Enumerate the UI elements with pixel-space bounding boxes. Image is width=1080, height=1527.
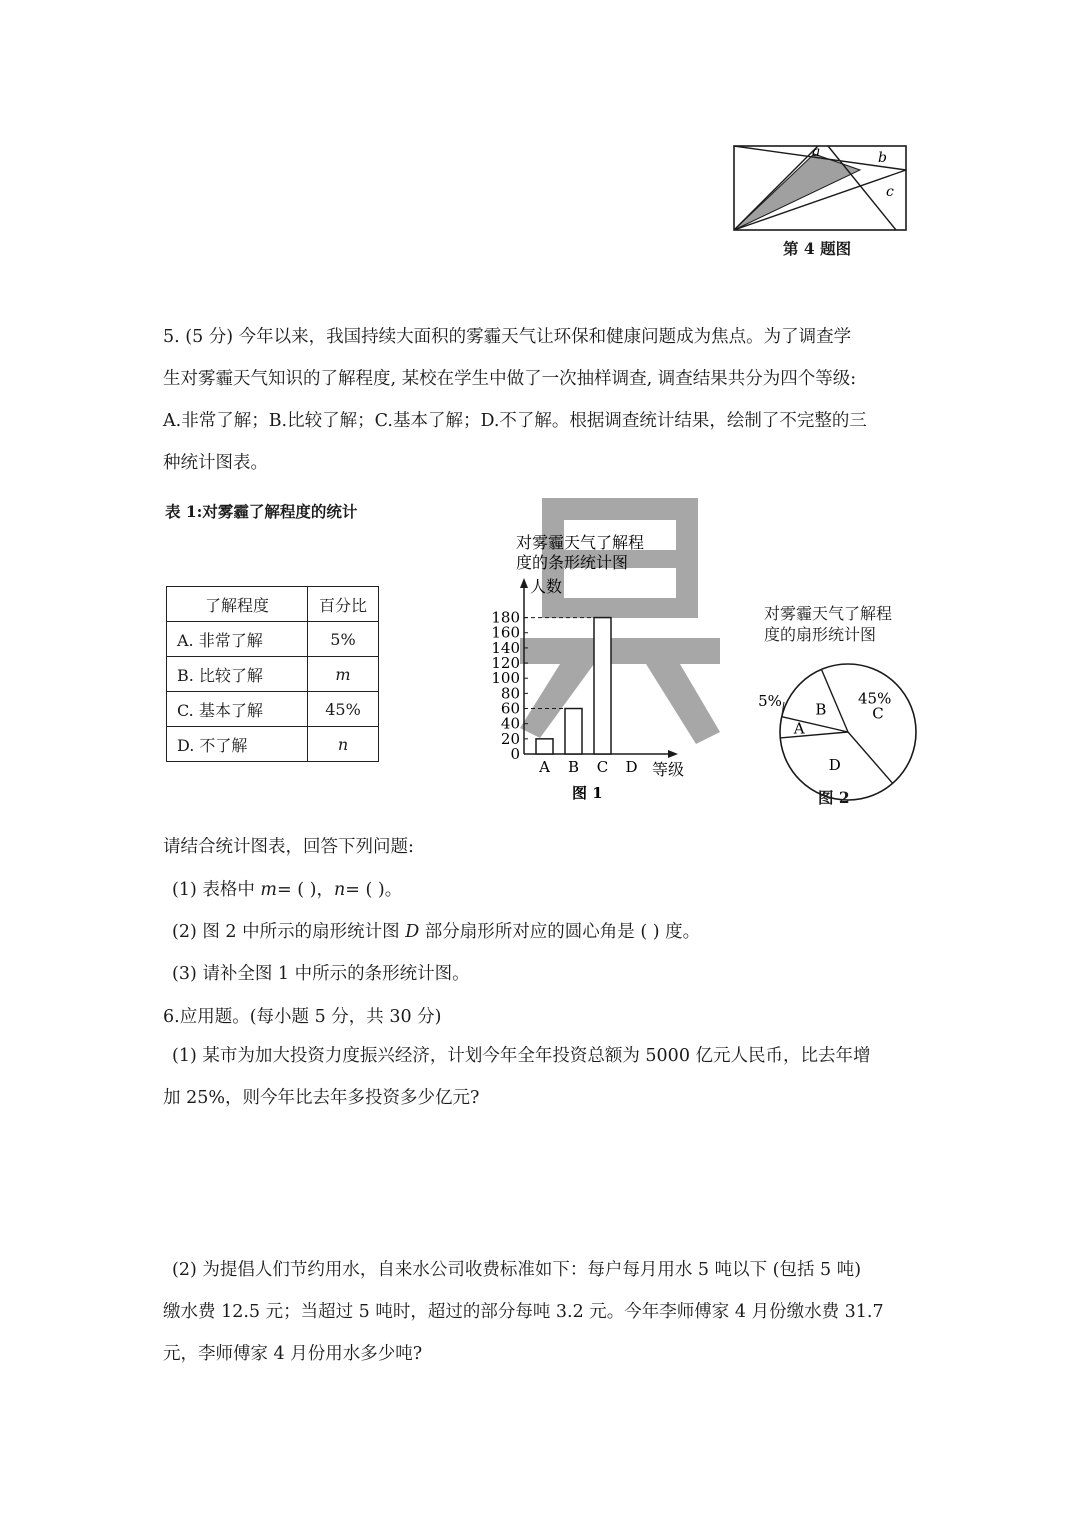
bar-chart-y-tick-label: 120 xyxy=(491,654,520,673)
pie-chart-title-line: 度的扇形统计图 xyxy=(764,625,877,644)
q5-sub1-m: m xyxy=(260,880,278,900)
pie-chart-title-line: 对雾霾天气了解程 xyxy=(764,604,893,623)
q5-sub1-pre: (1) 表格中 xyxy=(172,880,261,900)
q5-intro-line: 生对雾霾天气知识的了解程度, 某校在学生中做了一次抽样调查, 调查结果共分为四个等级: xyxy=(163,369,857,389)
q5-sub1-n: n xyxy=(333,880,346,900)
table-row xyxy=(167,622,379,657)
bar-chart-y-tick-label: 160 xyxy=(491,623,520,642)
q6-sub1 xyxy=(163,1035,932,1119)
table-cell-percent: 5% xyxy=(308,622,379,657)
q5-sub1-mid2: = ( )。 xyxy=(345,880,403,900)
q6-sub2-line: 缴水费 12.5 元；当超过 5 吨时，超过的部分每吨 3.2 元。今年李师傅家 4 月份缴水费 31.7 xyxy=(163,1302,884,1322)
table-cell-level: C. 基本了解 xyxy=(167,692,308,727)
q5-sub1-mid1: = ( )， xyxy=(277,880,334,900)
table-row xyxy=(167,692,379,727)
stats-table xyxy=(166,586,379,762)
bar-chart-y-tick-label: 100 xyxy=(491,669,520,688)
pie-chart-slice-label: D xyxy=(828,755,841,774)
q5-sub2-pre: (2) 图 2 中所示的扇形统计图 xyxy=(172,922,406,942)
bar-chart-y-tick-label: 20 xyxy=(500,729,520,748)
bar-chart xyxy=(480,528,710,808)
table-1 xyxy=(166,586,379,762)
bar-chart-bar xyxy=(565,709,582,754)
bar-chart-bar xyxy=(594,618,611,754)
q6-sub2-line: 元，李师傅家 4 月份用水多少吨? xyxy=(163,1344,423,1364)
figure-4 xyxy=(728,140,913,240)
table-header-level: 了解程度 xyxy=(167,587,308,622)
bar-chart-x-tick-label: B xyxy=(567,758,580,776)
bar-chart-caption: 图 1 xyxy=(572,784,603,802)
bar-chart-y-tick-label: 140 xyxy=(491,638,520,657)
table-cell-level: D. 不了解 xyxy=(167,727,308,762)
table-header-row xyxy=(167,587,379,622)
q5-intro-line: A.非常了解；B.比较了解；C.基本了解；D.不了解。根据调查统计结果，绘制了不完整的三 xyxy=(163,411,867,431)
figure-4-label-c: c xyxy=(886,184,894,200)
pie-chart-slice-label: C xyxy=(872,704,884,723)
bar-chart-x-tick-label: C xyxy=(596,758,609,776)
q5-sub2-d: D xyxy=(405,922,420,942)
q5-intro-line: 种统计图表。 xyxy=(163,453,268,473)
q5-sub1 xyxy=(172,876,402,901)
pie-chart-caption: 图 2 xyxy=(818,788,850,807)
table-cell-percent: 45% xyxy=(308,692,379,727)
figure-4-caption: 第 4 题图 xyxy=(783,239,852,258)
q5-intro xyxy=(163,316,923,484)
q5-sub2 xyxy=(172,918,700,943)
pie-chart-percent-label: 45% xyxy=(858,689,892,708)
bar-chart-x-tick-label: D xyxy=(625,758,638,776)
bar-chart-ylabel: 人数 xyxy=(530,577,563,596)
bar-chart-title-line: 度的条形统计图 xyxy=(516,553,629,572)
figure-4-label-b: b xyxy=(878,150,887,166)
table-1-title: 表 1:对雾霾了解程度的统计 xyxy=(165,502,358,521)
bar-chart-x-arrow xyxy=(668,750,678,758)
bar-chart-xlabel: 等级 xyxy=(652,760,685,779)
bar-chart-y-tick-label: 60 xyxy=(500,699,520,718)
table-cell-level: B. 比较了解 xyxy=(167,657,308,692)
bar-chart-x-tick-label: A xyxy=(539,758,550,776)
pie-chart-percent-label: 5% xyxy=(758,692,782,710)
bar-chart-bar xyxy=(536,739,553,754)
q6-sub2-line: (2) 为提倡人们节约用水，自来水公司收费标准如下：每户每月用水 5 吨以下 (包括 5 吨) xyxy=(172,1260,862,1280)
pie-chart-title xyxy=(764,603,892,645)
q6-sub2 xyxy=(163,1249,932,1375)
table-cell-percent: n xyxy=(308,727,379,762)
bar-chart-title-line: 对雾霾天气了解程 xyxy=(516,533,645,552)
table-row xyxy=(167,727,379,762)
q5-sub3: (3) 请补全图 1 中所示的条形统计图。 xyxy=(172,964,470,984)
bar-chart-y-tick-label: 80 xyxy=(500,684,520,703)
pie-chart-slice-label: B xyxy=(815,700,827,719)
q5-sub2-post: 部分扇形所对应的圆心角是 ( ) 度。 xyxy=(419,922,701,942)
q6-title: 6.应用题。(每小题 5 分，共 30 分) xyxy=(163,1007,442,1027)
bar-chart-y-tick-label: 180 xyxy=(491,608,520,627)
table-cell-percent: m xyxy=(308,657,379,692)
q5-prompt: 请结合统计图表，回答下列问题: xyxy=(163,837,414,857)
q6-sub1-line: (1) 某市为加大投资力度振兴经济，计划今年全年投资总额为 5000 亿元人民币，比去年增 xyxy=(172,1046,871,1066)
q5-intro-line: 5. (5 分) 今年以来，我国持续大面积的雾霾天气让环保和健康问题成为焦点。为了调查学 xyxy=(163,327,852,347)
table-row xyxy=(167,657,379,692)
table-header-percent: 百分比 xyxy=(308,587,379,622)
bar-chart-y-tick-label: 40 xyxy=(500,714,520,733)
bar-chart-y-tick-label: 0 xyxy=(510,745,520,763)
q6-sub1-line: 加 25%，则今年比去年多投资多少亿元? xyxy=(163,1088,480,1108)
table-cell-level: A. 非常了解 xyxy=(167,622,308,657)
figure-4-label-a: a xyxy=(812,144,821,160)
bar-chart-y-arrow xyxy=(520,578,528,588)
pie-chart-slice-label: A xyxy=(793,719,805,738)
